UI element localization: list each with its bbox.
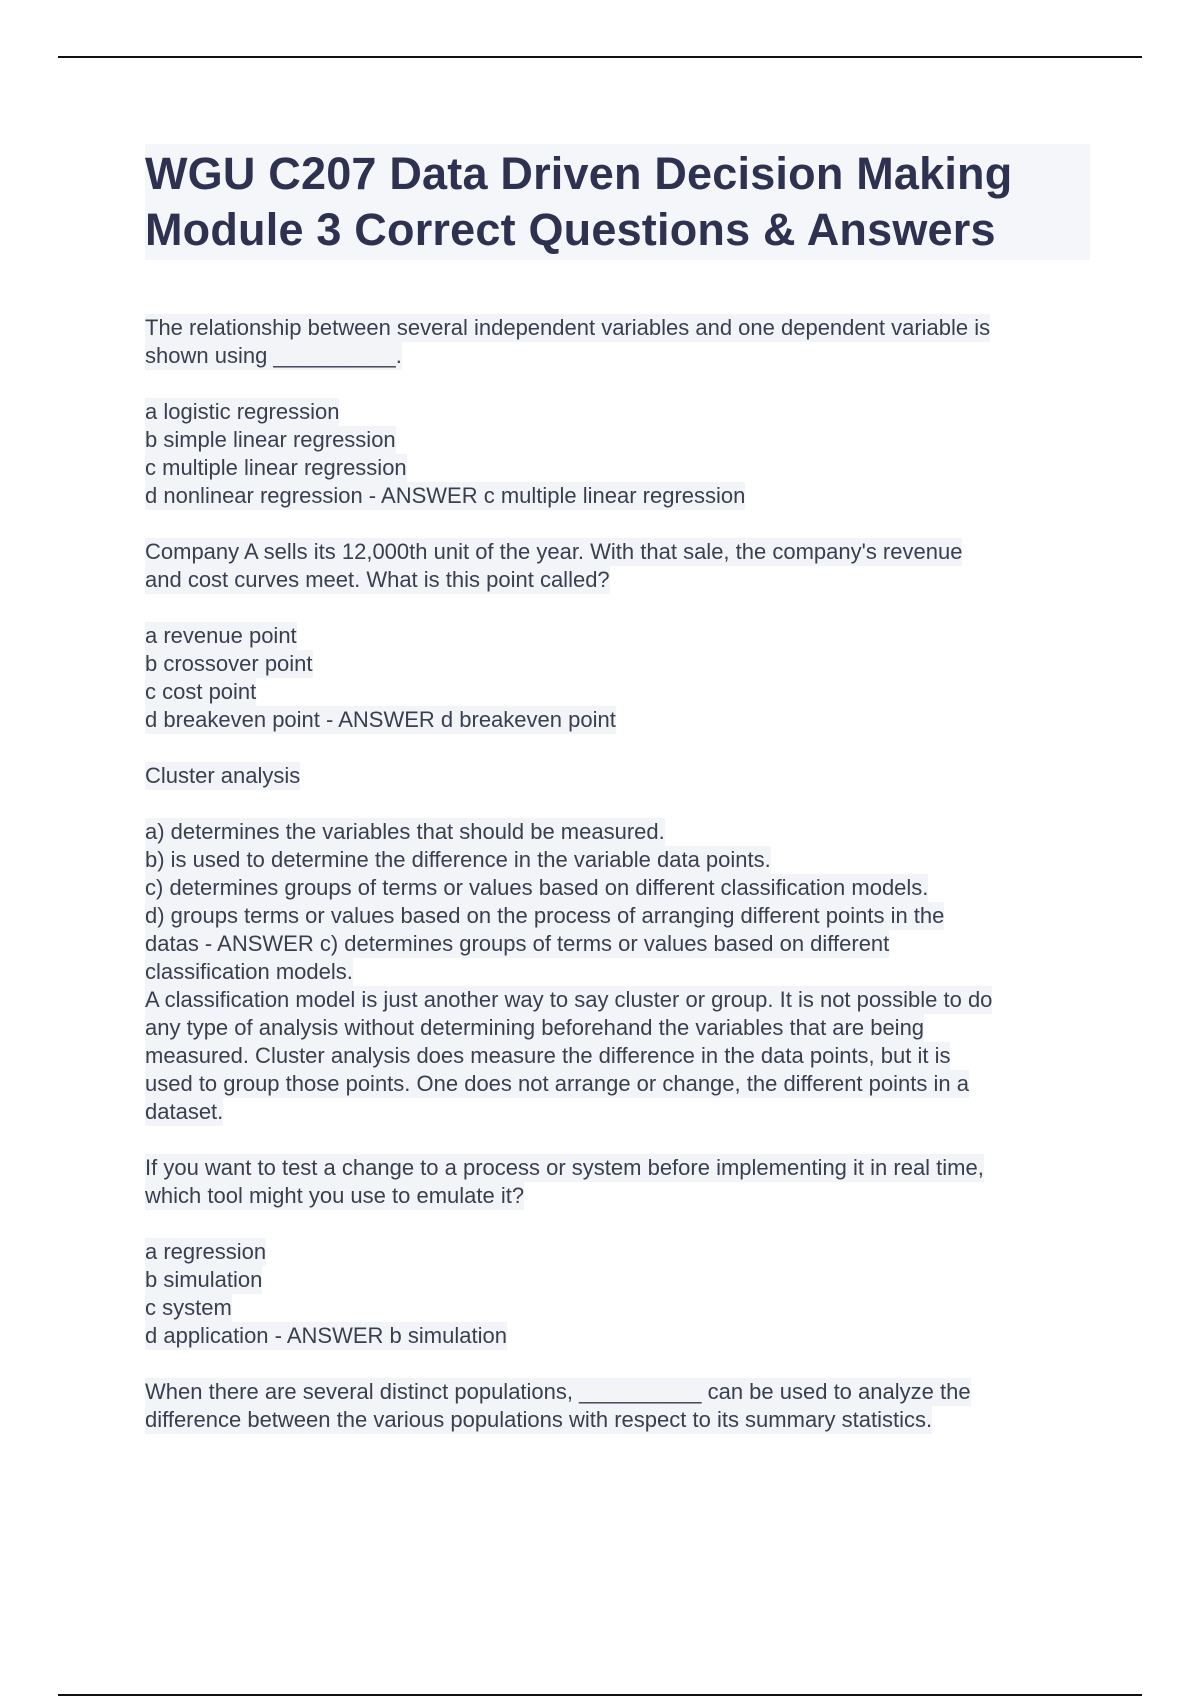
text-row bbox=[145, 1098, 1090, 1126]
text-row bbox=[145, 482, 1090, 510]
paragraph bbox=[145, 1154, 1090, 1210]
title-line-1: WGU C207 Data Driven Decision Making bbox=[145, 148, 1013, 199]
text-row bbox=[145, 1322, 1090, 1350]
text-row bbox=[145, 622, 1090, 650]
text-line: any type of analysis without determining beforehand the variables that are being bbox=[145, 1015, 925, 1040]
text-row bbox=[145, 762, 1090, 790]
bottom-rule bbox=[58, 1694, 1142, 1696]
text-row bbox=[145, 1042, 1090, 1070]
text-line: c system bbox=[145, 1295, 232, 1320]
paragraph bbox=[145, 314, 1090, 370]
document-title bbox=[145, 144, 1090, 260]
text-row bbox=[145, 1378, 1090, 1406]
paragraph bbox=[145, 622, 1090, 734]
text-row bbox=[145, 1406, 1090, 1434]
text-line: c multiple linear regression bbox=[145, 455, 407, 480]
title-line-2: Module 3 Correct Questions & Answers bbox=[145, 204, 996, 255]
text-line: b) is used to determine the difference in the variable data points. bbox=[145, 847, 771, 872]
text-row bbox=[145, 986, 1090, 1014]
text-line: A classification model is just another way to say cluster or group. It is not possible to do bbox=[145, 987, 993, 1012]
text-line: datas - ANSWER c) determines groups of terms or values based on different bbox=[145, 931, 890, 956]
text-line: The relationship between several independent variables and one dependent variable is bbox=[145, 315, 991, 340]
text-row bbox=[145, 1182, 1090, 1210]
questions-and-answers bbox=[145, 314, 1090, 1434]
paragraph bbox=[145, 538, 1090, 594]
text-line: a logistic regression bbox=[145, 399, 340, 424]
paragraph bbox=[145, 1378, 1090, 1434]
text-row bbox=[145, 566, 1090, 594]
text-row bbox=[145, 538, 1090, 566]
text-row bbox=[145, 650, 1090, 678]
text-line: which tool might you use to emulate it? bbox=[145, 1183, 525, 1208]
text-line: Company A sells its 12,000th unit of the year. With that sale, the company's revenue bbox=[145, 539, 963, 564]
text-line: b simple linear regression bbox=[145, 427, 396, 452]
text-line: d nonlinear regression - ANSWER c multiple linear regression bbox=[145, 483, 746, 508]
text-line: shown using __________. bbox=[145, 343, 402, 368]
text-row bbox=[145, 1266, 1090, 1294]
text-row bbox=[145, 454, 1090, 482]
text-line: difference between the various populations with respect to its summary statistics. bbox=[145, 1407, 933, 1432]
text-row bbox=[145, 902, 1090, 930]
text-row bbox=[145, 678, 1090, 706]
text-line: When there are several distinct populations, __________ can be used to analyze the bbox=[145, 1379, 971, 1404]
text-line: If you want to test a change to a process or system before implementing it in real time, bbox=[145, 1155, 984, 1180]
text-line: d) groups terms or values based on the process of arranging different points in the bbox=[145, 903, 945, 928]
text-row bbox=[145, 1070, 1090, 1098]
text-row bbox=[145, 846, 1090, 874]
text-line: c) determines groups of terms or values based on different classification models. bbox=[145, 875, 929, 900]
text-line: dataset. bbox=[145, 1099, 224, 1124]
text-line: b simulation bbox=[145, 1267, 263, 1292]
paragraph bbox=[145, 818, 1090, 1126]
text-line: d application - ANSWER b simulation bbox=[145, 1323, 507, 1348]
text-line: used to group those points. One does not arrange or change, the different points in a bbox=[145, 1071, 969, 1096]
text-row bbox=[145, 706, 1090, 734]
text-row bbox=[145, 874, 1090, 902]
top-rule bbox=[58, 56, 1142, 58]
text-line: a) determines the variables that should be measured. bbox=[145, 819, 665, 844]
text-line: b crossover point bbox=[145, 651, 313, 676]
text-row bbox=[145, 398, 1090, 426]
text-line: measured. Cluster analysis does measure the difference in the data points, but it is bbox=[145, 1043, 951, 1068]
paragraph bbox=[145, 762, 1090, 790]
text-row bbox=[145, 1238, 1090, 1266]
text-line: and cost curves meet. What is this point called? bbox=[145, 567, 610, 592]
text-line: classification models. bbox=[145, 959, 353, 984]
text-row bbox=[145, 1014, 1090, 1042]
text-line: c cost point bbox=[145, 679, 257, 704]
document-body bbox=[145, 144, 1090, 1434]
text-row bbox=[145, 958, 1090, 986]
text-row bbox=[145, 930, 1090, 958]
text-line: a revenue point bbox=[145, 623, 297, 648]
text-line: a regression bbox=[145, 1239, 267, 1264]
text-line: d breakeven point - ANSWER d breakeven point bbox=[145, 707, 616, 732]
text-row bbox=[145, 818, 1090, 846]
text-row bbox=[145, 426, 1090, 454]
text-row bbox=[145, 342, 1090, 370]
text-row bbox=[145, 1154, 1090, 1182]
paragraph bbox=[145, 398, 1090, 510]
text-line: Cluster analysis bbox=[145, 763, 301, 788]
paragraph bbox=[145, 1238, 1090, 1350]
text-row bbox=[145, 1294, 1090, 1322]
text-row bbox=[145, 314, 1090, 342]
